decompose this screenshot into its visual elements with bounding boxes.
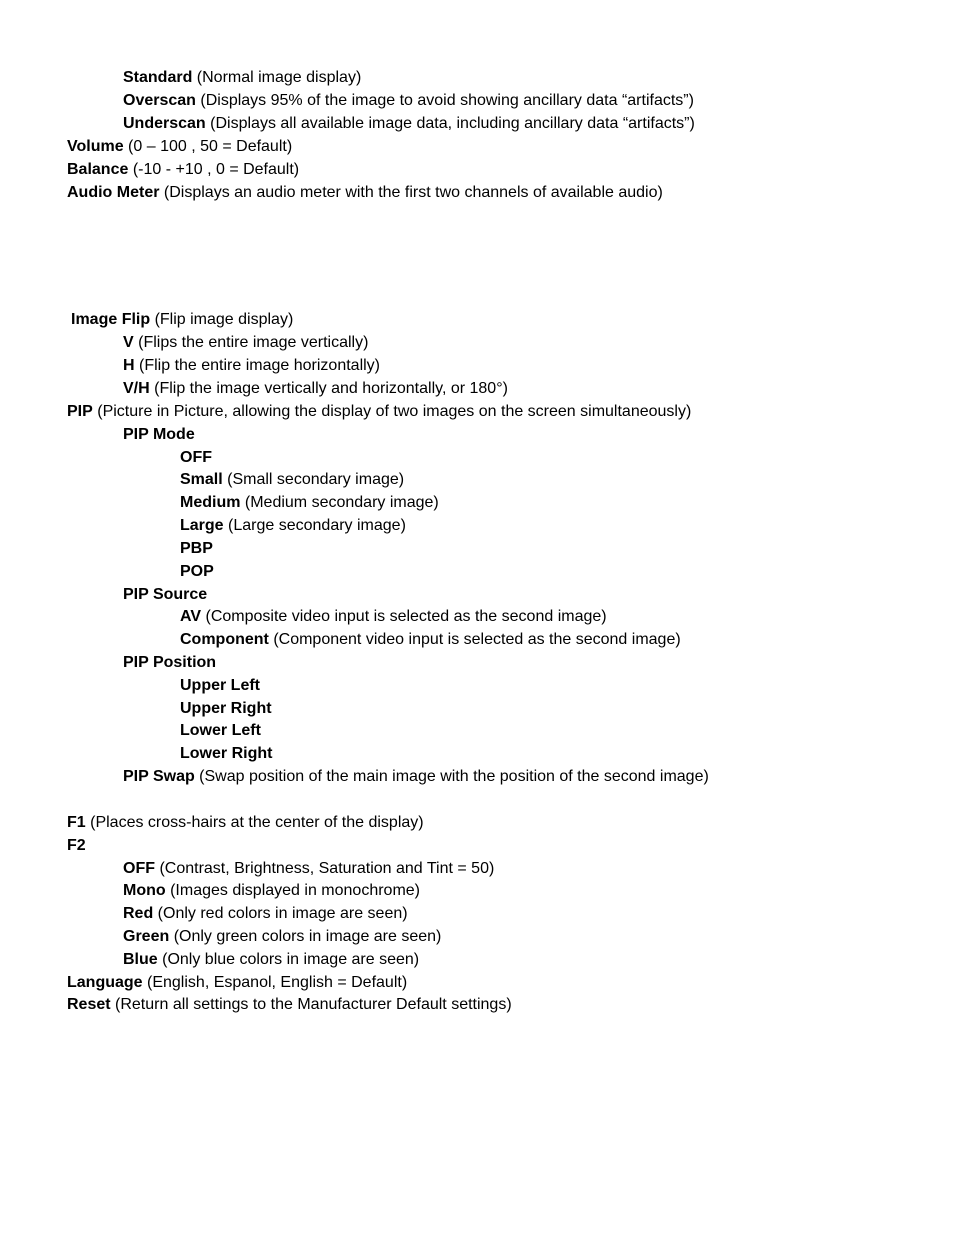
option-term: Green [123, 928, 170, 945]
menu-option-line [180, 493, 439, 513]
menu-option-line [123, 379, 508, 399]
option-term: PIP Mode [123, 426, 195, 443]
menu-option-line [123, 425, 195, 445]
menu-option-line [180, 539, 213, 559]
option-term: Large [180, 517, 224, 534]
option-term: H [123, 357, 135, 374]
menu-option-line [123, 881, 420, 901]
option-description: (Return all settings to the Manufacturer Default settings) [110, 996, 512, 1013]
option-description: (Normal image display) [192, 69, 362, 86]
option-description: (-10 - +10 , 0 = Default) [128, 161, 300, 178]
menu-option-line [123, 927, 441, 947]
option-description: (Contrast, Brightness, Saturation and Tint = 50) [155, 860, 495, 877]
option-description: (0 – 100 , 50 = Default) [123, 138, 293, 155]
option-description: (Flip image display) [150, 311, 294, 328]
option-description: (Only blue colors in image are seen) [157, 951, 420, 968]
option-term: Lower Right [180, 745, 273, 762]
option-description: (Only green colors in image are seen) [169, 928, 442, 945]
menu-option-line [67, 402, 691, 422]
option-description: (Places cross-hairs at the center of the display) [85, 814, 424, 831]
menu-option-line [123, 859, 494, 879]
option-term: POP [180, 563, 214, 580]
menu-option-line [67, 973, 407, 993]
menu-option-line [180, 470, 404, 490]
option-term: Medium [180, 494, 241, 511]
option-term: Upper Right [180, 700, 272, 717]
menu-option-line [180, 721, 261, 741]
menu-option-line [180, 630, 681, 650]
option-term: F1 [67, 814, 86, 831]
option-description: (Medium secondary image) [240, 494, 439, 511]
option-description: (Displays all available image data, including ancillary data “artifacts”) [205, 115, 695, 132]
option-description: (Displays 95% of the image to avoid showing ancillary data “artifacts”) [195, 92, 694, 109]
option-term: AV [180, 608, 202, 625]
option-term: Language [67, 974, 143, 991]
option-term: Small [180, 471, 223, 488]
menu-option-line [123, 356, 380, 376]
menu-option-line [67, 160, 299, 180]
option-description: (Composite video input is selected as the second image) [201, 608, 607, 625]
option-description: (Displays an audio meter with the first two channels of available audio) [159, 184, 663, 201]
menu-option-line [123, 767, 709, 787]
option-term: OFF [180, 449, 212, 466]
menu-option-line [123, 904, 408, 924]
option-term: PBP [180, 540, 213, 557]
menu-option-line [180, 699, 272, 719]
option-description: (English, Espanol, English = Default) [142, 974, 408, 991]
option-term: F2 [67, 837, 86, 854]
option-term: Blue [123, 951, 158, 968]
option-description: (Flips the entire image vertically) [133, 334, 369, 351]
option-term: Reset [67, 996, 111, 1013]
menu-option-line [123, 585, 207, 605]
option-term: OFF [123, 860, 155, 877]
option-term: Lower Left [180, 722, 261, 739]
option-description: (Flip the entire image horizontally) [134, 357, 380, 374]
menu-option-line [67, 137, 292, 157]
menu-option-line [180, 676, 260, 696]
option-description: (Large secondary image) [223, 517, 406, 534]
menu-option-line [180, 607, 607, 627]
option-term: Overscan [123, 92, 196, 109]
option-description: (Images displayed in monochrome) [165, 882, 420, 899]
menu-option-line [67, 995, 512, 1015]
option-term: Audio Meter [67, 184, 160, 201]
menu-option-line [123, 91, 694, 111]
option-term: Standard [123, 69, 193, 86]
menu-option-line [180, 516, 406, 536]
option-term: Component [180, 631, 269, 648]
option-term: Red [123, 905, 154, 922]
menu-option-line [123, 114, 695, 134]
option-term: Balance [67, 161, 129, 178]
option-description: (Picture in Picture, allowing the display of two images on the screen simultaneously) [92, 403, 692, 420]
menu-option-line [67, 813, 424, 833]
option-description: (Only red colors in image are seen) [153, 905, 408, 922]
option-term: Upper Left [180, 677, 260, 694]
option-description: (Component video input is selected as the second image) [268, 631, 681, 648]
option-term: Mono [123, 882, 166, 899]
menu-option-line [180, 744, 272, 764]
option-description: (Flip the image vertically and horizontally, or 180°) [149, 380, 508, 397]
option-term: PIP Swap [123, 768, 195, 785]
menu-option-line [180, 448, 212, 468]
menu-option-line [180, 562, 214, 582]
option-term: PIP Source [123, 586, 208, 603]
option-description: (Swap position of the main image with the position of the second image) [194, 768, 709, 785]
menu-option-line [123, 653, 216, 673]
option-description: (Small secondary image) [222, 471, 405, 488]
option-term: PIP Position [123, 654, 217, 671]
option-term: V [123, 334, 134, 351]
option-term: Volume [67, 138, 124, 155]
menu-option-line [123, 950, 419, 970]
option-term: Underscan [123, 115, 206, 132]
option-term: V/H [123, 380, 150, 397]
menu-option-line [123, 68, 361, 88]
menu-option-line [123, 333, 368, 353]
menu-option-line [67, 836, 86, 856]
option-term: Image Flip [71, 311, 151, 328]
menu-option-line [67, 183, 663, 203]
menu-option-line [71, 310, 293, 330]
option-term: PIP [67, 403, 93, 420]
